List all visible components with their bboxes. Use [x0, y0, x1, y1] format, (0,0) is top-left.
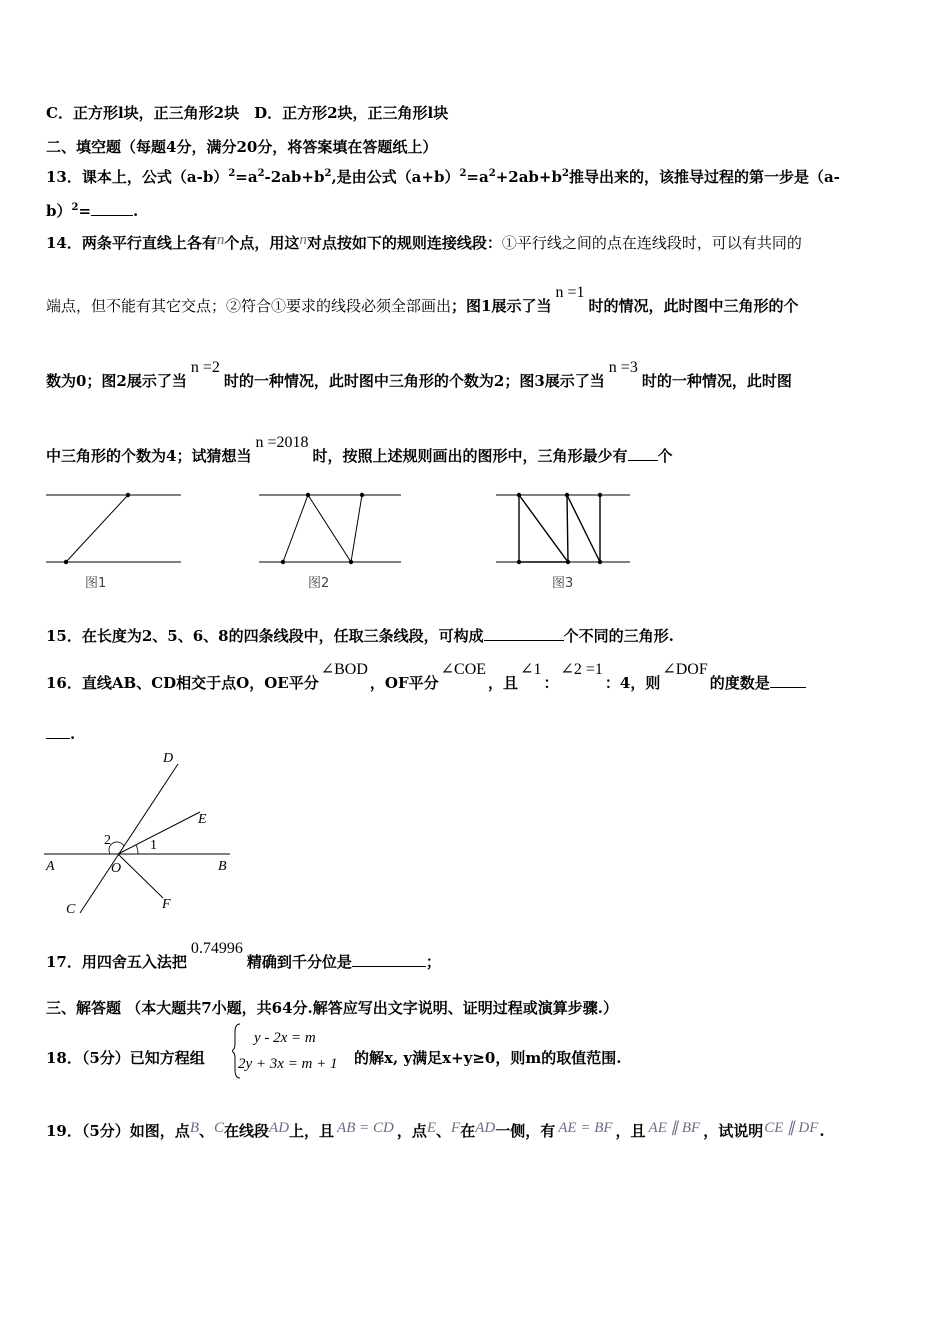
- q16-text: ：4，则: [604, 674, 661, 692]
- q16-text: ，OF平分: [369, 674, 439, 692]
- q17-number-value: 0.74996: [190, 940, 243, 957]
- q13-sup: 2: [257, 168, 265, 179]
- q14-line3: [46, 359, 792, 392]
- fig2-point: [360, 493, 364, 497]
- q16-figure: [40, 748, 250, 920]
- q15-text: 个不同的三角形.: [563, 627, 674, 645]
- fig2-caption: 图2: [308, 576, 330, 591]
- section2-heading: 二、填空题（每题4分，满分20分，将答案填在答题纸上）: [46, 138, 438, 156]
- q14-line4: [46, 434, 673, 467]
- fig1-point: [64, 560, 68, 564]
- q19-text: 、: [436, 1122, 452, 1140]
- q19-text: 在线段: [224, 1122, 270, 1140]
- q13-text: b）: [46, 202, 72, 220]
- q19-text: 上，且: [289, 1122, 335, 1140]
- q13-number: 13．: [46, 168, 82, 186]
- q19-text: ，且: [615, 1122, 646, 1140]
- q19-text: 、: [198, 1122, 214, 1140]
- q19-var: AD: [269, 1120, 290, 1136]
- q19-text: 19．（5分）如图，点: [46, 1122, 190, 1140]
- q19-expr: AB = CD: [337, 1120, 394, 1136]
- angle-arc-1: [136, 845, 138, 854]
- q14-text: 时，按照上述规则画出的图形中，三角形最少有: [312, 447, 628, 465]
- q13-text: .: [133, 202, 139, 220]
- q14-text: 时的一种情况，此时图中三角形的个数为2；图3展示了当: [223, 372, 605, 390]
- q16-text: ：: [543, 674, 559, 692]
- q13-text: -2ab+b: [264, 168, 325, 186]
- q14-text: ；图1展示了当: [451, 297, 552, 315]
- q14-text: 个: [657, 447, 673, 465]
- q14-math-n4: n =2018: [255, 434, 309, 451]
- q14-text: 个点，用这: [224, 234, 300, 252]
- q14-text: 两条平行直线上各有: [81, 234, 217, 252]
- q16-angle-dof: ∠DOF: [662, 661, 708, 678]
- q13-sup: 2: [324, 168, 332, 179]
- q14-math-n3: n =3: [608, 359, 638, 376]
- q14-text: 中三角形的个数为4；试猜想当: [46, 447, 252, 465]
- label-c: C: [66, 902, 76, 917]
- fig1-segment: [66, 495, 128, 562]
- q14-line1: [46, 233, 802, 254]
- q13-text: +2ab+b: [495, 168, 562, 186]
- fig1-point: [126, 493, 130, 497]
- q16-angle-1: ∠1: [520, 661, 542, 678]
- q18-prefix: 18．（5分）已知方程组: [46, 1049, 205, 1067]
- q13-sup: 2: [488, 168, 496, 179]
- q14-var-n: n: [299, 232, 307, 248]
- line-cd: [80, 764, 178, 913]
- q19-var: C: [214, 1120, 225, 1136]
- q17-answer-blank[interactable]: [352, 952, 426, 967]
- q19: [46, 1121, 825, 1142]
- q15-text: 15．在长度为2、5、6、8的四条线段中，任取三条线段，可构成: [46, 627, 484, 645]
- q18-suffix: 的解x, y满足x+y≥0，则m的取值范围.: [354, 1049, 622, 1067]
- label-f: F: [162, 897, 171, 912]
- ray-of: [118, 854, 163, 898]
- fig3-caption: 图3: [552, 576, 574, 591]
- q14-math-n2: n =2: [190, 359, 220, 376]
- q14-text: 数为0；图2展示了当: [46, 372, 187, 390]
- label-b: B: [218, 859, 227, 874]
- q17: [46, 940, 441, 973]
- fig3-point: [517, 560, 521, 564]
- label-1: 1: [150, 838, 157, 853]
- q14-line2: [46, 284, 799, 317]
- q16-text: .: [70, 725, 76, 743]
- q13-sup: 2: [459, 168, 467, 179]
- q17-text: ；: [425, 953, 441, 971]
- label-e: E: [198, 812, 207, 827]
- fig1-caption: 图1: [85, 576, 107, 591]
- fig3-point: [598, 560, 602, 564]
- q14-text: 时的一种情况，此时图: [641, 372, 792, 390]
- fig2-point: [349, 560, 353, 564]
- fig3-point: [517, 493, 521, 497]
- fig2-point: [306, 493, 310, 497]
- q18-equation-system: [232, 1022, 352, 1080]
- section3-heading: 三、解答题 （本大题共7小题，共64分.解答应写出文字说明、证明过程或演算步骤.）: [46, 999, 618, 1017]
- q19-expr: AE ∥ BF: [648, 1120, 701, 1136]
- fig3-point: [565, 493, 569, 497]
- q13-line1: [46, 164, 840, 187]
- q18-eq1: y - 2x = m: [254, 1030, 316, 1046]
- q14-text: 对点按如下的规则连接线段：: [306, 234, 502, 252]
- q13-text: 推导出来的，该推导过程的第一步是（a-: [568, 168, 840, 186]
- fig3-segments: [519, 495, 600, 562]
- q14-var-n: n: [216, 232, 225, 248]
- q19-text: ，点: [396, 1122, 427, 1140]
- q17-text: 精确到千分位是: [246, 953, 352, 971]
- q14-math-n1: n =1: [555, 284, 585, 301]
- q17-text: 17．用四舍五入法把: [46, 953, 187, 971]
- q19-text: ，试说明: [703, 1122, 764, 1140]
- q16-line1: [46, 661, 806, 694]
- q19-expr: CE ∥ DF: [764, 1120, 819, 1136]
- ray-oe: [118, 812, 200, 854]
- q19-var: F: [451, 1120, 461, 1136]
- q13-text: =a: [466, 168, 489, 186]
- q16-answer-blank[interactable]: [770, 673, 806, 688]
- q13-text: 课本上，公式（a-b）: [81, 168, 229, 186]
- label-o: O: [111, 861, 122, 876]
- q16-line2: [46, 724, 75, 744]
- q19-var: AD: [475, 1120, 496, 1136]
- label-d: D: [163, 751, 174, 766]
- q19-var: E: [426, 1120, 437, 1136]
- q15-answer-blank[interactable]: [484, 626, 564, 641]
- q13-line2: [46, 198, 138, 221]
- q19-text: 在: [460, 1122, 476, 1140]
- fig3-point: [566, 560, 570, 564]
- q12-options: C．正方形l块，正三角形2块 D．正方形2块，正三角形l块: [46, 104, 449, 122]
- q19-expr: AE = BF: [558, 1120, 613, 1136]
- q16-angle-2: ∠2 =1: [560, 661, 603, 678]
- fig2-segments: [283, 495, 362, 562]
- label-a: A: [46, 859, 55, 874]
- q19-text: .: [819, 1122, 825, 1140]
- q14-text: 端点，但不能有其它交点；②符合①要求的线段必须全部画出: [46, 297, 452, 315]
- q13-sup: 2: [561, 168, 569, 179]
- q13-text: =a: [235, 168, 258, 186]
- q18-eq2: 2y + 3x = m + 1: [238, 1056, 338, 1072]
- q19-var: B: [189, 1120, 199, 1136]
- q16-angle-bod: ∠BOD: [320, 661, 368, 678]
- q14-text: 时的情况，此时图中三角形的个: [588, 297, 799, 315]
- fig2-point: [281, 560, 285, 564]
- q14-answer-blank[interactable]: [628, 446, 658, 461]
- q13-sup: 2: [71, 202, 79, 213]
- q15: [46, 626, 674, 646]
- q13-answer-blank[interactable]: [91, 201, 133, 216]
- q16-text: 的度数是: [709, 674, 770, 692]
- q16-answer-blank-cont[interactable]: [46, 724, 70, 739]
- q14-text: ①平行线之间的点在连线段时，可以有共同的: [501, 234, 802, 252]
- q14-figures: [40, 485, 640, 595]
- q14-number: 14．: [46, 234, 82, 252]
- q13-text: ,是由公式（a+b）: [331, 168, 460, 186]
- q16-text: ，且: [488, 674, 519, 692]
- q16-angle-coe: ∠COE: [440, 661, 487, 678]
- q19-text: 一侧，有: [495, 1122, 556, 1140]
- q13-sup: 2: [228, 168, 236, 179]
- fig3-point: [598, 493, 602, 497]
- label-2: 2: [104, 833, 111, 848]
- q16-text: 16．直线AB、CD相交于点O，OE平分: [46, 674, 319, 692]
- q13-text: =: [78, 202, 92, 220]
